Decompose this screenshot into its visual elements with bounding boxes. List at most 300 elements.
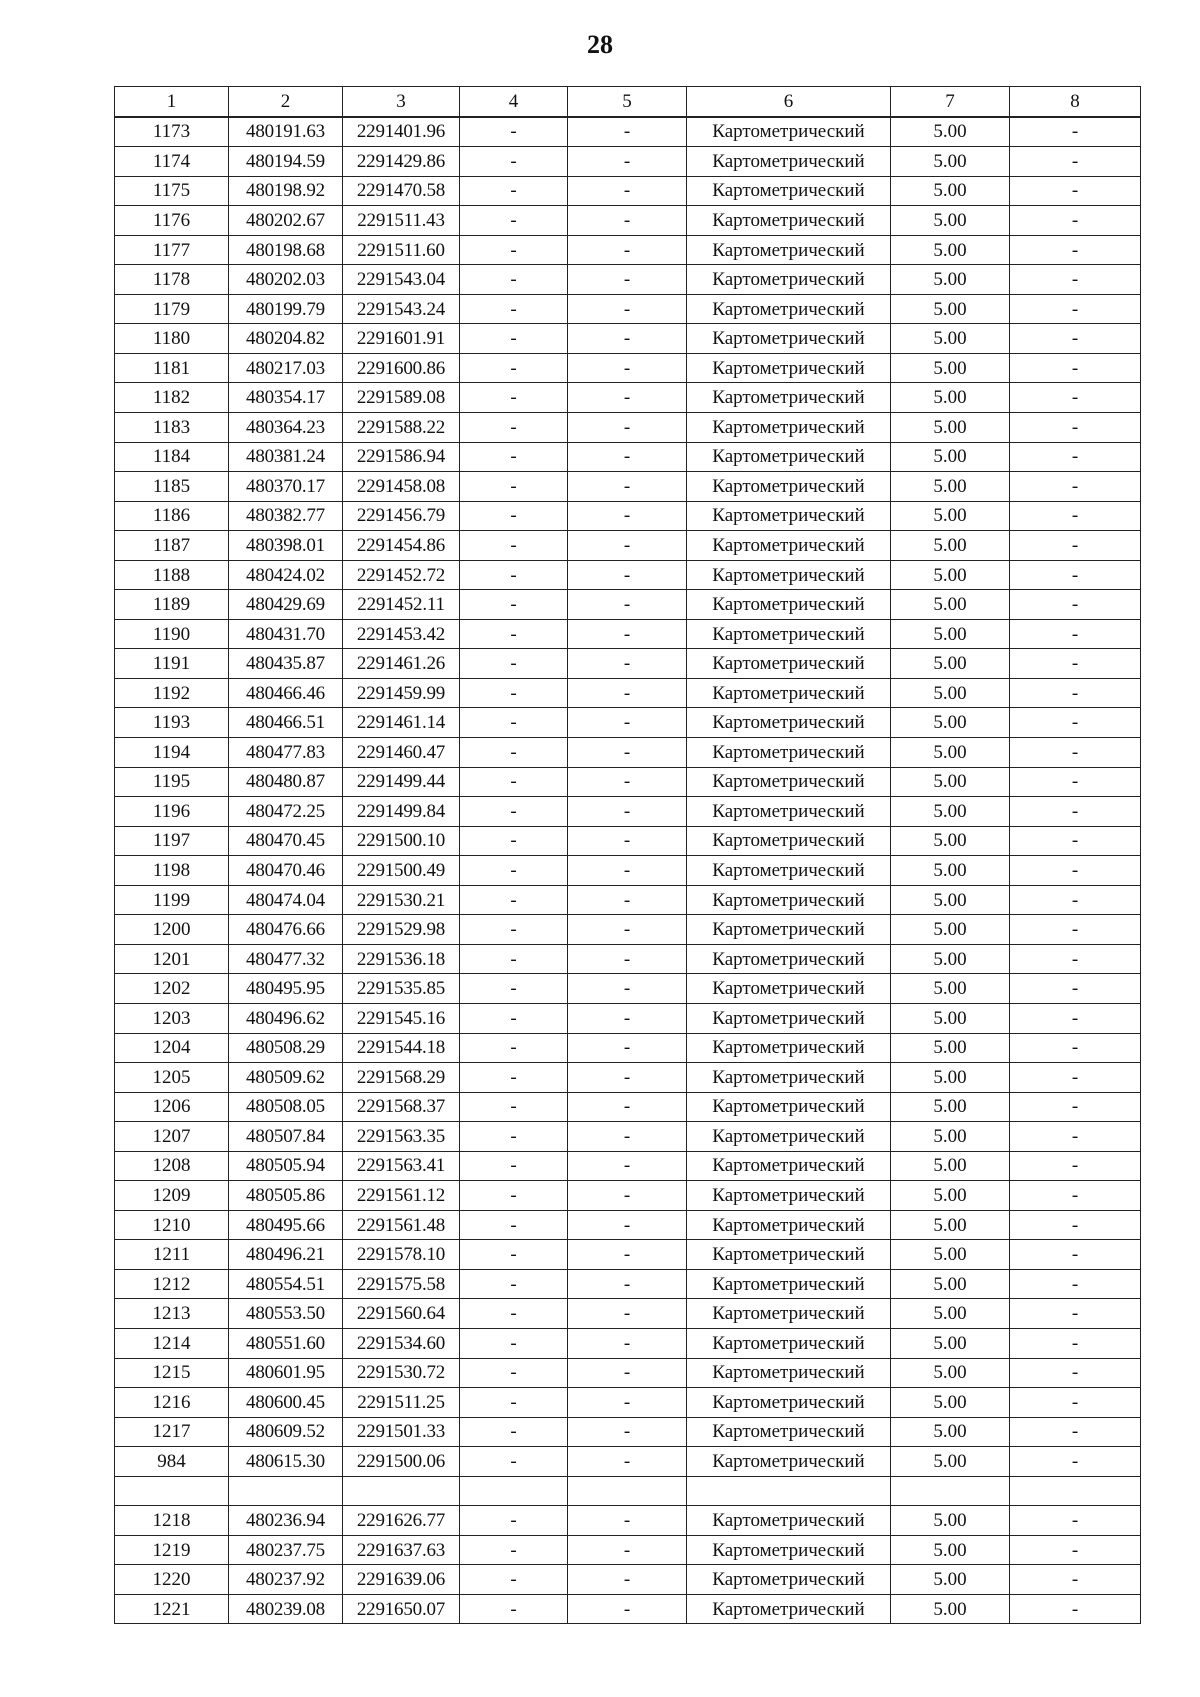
column-8-cell: - [1010,1535,1141,1565]
y-coordinate-cell: 2291626.77 [343,1506,460,1536]
column-4-cell: - [460,1033,568,1063]
y-coordinate-cell: 2291560.64 [343,1299,460,1329]
accuracy-cell: 5.00 [891,915,1010,945]
y-coordinate-cell: 2291501.33 [343,1417,460,1447]
x-coordinate-cell: 480398.01 [229,531,343,561]
point-number-cell: 1201 [115,944,229,974]
point-number-cell [115,1476,229,1506]
method-cell: Картометрический [687,708,891,738]
column-8-cell: - [1010,885,1141,915]
column-4-cell: - [460,856,568,886]
column-8-cell: - [1010,147,1141,177]
column-8-cell: - [1010,1003,1141,1033]
table-row [115,797,1141,827]
column-5-cell: - [568,590,687,620]
column-4-cell: - [460,678,568,708]
column-4-cell: - [460,353,568,383]
x-coordinate-cell: 480424.02 [229,560,343,590]
method-cell: Картометрический [687,1240,891,1270]
x-coordinate-cell: 480237.92 [229,1565,343,1595]
accuracy-cell: 5.00 [891,294,1010,324]
table-row [115,1151,1141,1181]
column-5-cell: - [568,265,687,295]
x-coordinate-cell: 480477.83 [229,738,343,768]
method-cell: Картометрический [687,1003,891,1033]
column-5-cell: - [568,1358,687,1388]
y-coordinate-cell: 2291544.18 [343,1033,460,1063]
column-8-cell: - [1010,353,1141,383]
accuracy-cell: 5.00 [891,531,1010,561]
y-coordinate-cell: 2291575.58 [343,1269,460,1299]
method-cell: Картометрический [687,1506,891,1536]
accuracy-cell: 5.00 [891,738,1010,768]
method-cell [687,1476,891,1506]
column-4-cell: - [460,738,568,768]
method-cell: Картометрический [687,826,891,856]
y-coordinate-cell: 2291452.11 [343,590,460,620]
point-number-cell: 1180 [115,324,229,354]
column-header: 1 [115,87,229,117]
column-4-cell: - [460,235,568,265]
accuracy-cell: 5.00 [891,1122,1010,1152]
y-coordinate-cell: 2291458.08 [343,472,460,502]
point-number-cell: 1196 [115,797,229,827]
method-cell: Картометрический [687,176,891,206]
x-coordinate-cell: 480364.23 [229,413,343,443]
method-cell: Картометрический [687,560,891,590]
y-coordinate-cell: 2291536.18 [343,944,460,974]
x-coordinate-cell: 480496.62 [229,1003,343,1033]
column-8-cell: - [1010,442,1141,472]
y-coordinate-cell: 2291511.60 [343,235,460,265]
method-cell: Картометрический [687,1565,891,1595]
table-row [115,826,1141,856]
column-5-cell: - [568,1063,687,1093]
accuracy-cell: 5.00 [891,413,1010,443]
column-8-cell: - [1010,117,1141,147]
method-cell: Картометрический [687,501,891,531]
column-header: 4 [460,87,568,117]
accuracy-cell: 5.00 [891,324,1010,354]
accuracy-cell: 5.00 [891,1535,1010,1565]
column-header: 5 [568,87,687,117]
accuracy-cell: 5.00 [891,590,1010,620]
accuracy-cell: 5.00 [891,1358,1010,1388]
accuracy-cell: 5.00 [891,1328,1010,1358]
x-coordinate-cell: 480509.62 [229,1063,343,1093]
y-coordinate-cell: 2291453.42 [343,619,460,649]
column-5-cell: - [568,1299,687,1329]
x-coordinate-cell: 480507.84 [229,1122,343,1152]
method-cell: Картометрический [687,265,891,295]
y-coordinate-cell: 2291637.63 [343,1535,460,1565]
x-coordinate-cell: 480194.59 [229,147,343,177]
column-8-cell: - [1010,826,1141,856]
column-4-cell: - [460,560,568,590]
column-5-cell: - [568,944,687,974]
accuracy-cell: 5.00 [891,442,1010,472]
column-5-cell: - [568,649,687,679]
column-5-cell: - [568,1122,687,1152]
column-8-cell: - [1010,413,1141,443]
column-4-cell: - [460,1092,568,1122]
column-4-cell: - [460,1122,568,1152]
y-coordinate-cell: 2291401.96 [343,117,460,147]
table-row [115,1092,1141,1122]
point-number-cell: 1209 [115,1181,229,1211]
accuracy-cell: 5.00 [891,944,1010,974]
accuracy-cell: 5.00 [891,1447,1010,1477]
table-row [115,531,1141,561]
table-row [115,1535,1141,1565]
point-number-cell: 1207 [115,1122,229,1152]
x-coordinate-cell: 480600.45 [229,1388,343,1418]
column-4-cell: - [460,1358,568,1388]
column-4-cell: - [460,324,568,354]
x-coordinate-cell: 480435.87 [229,649,343,679]
y-coordinate-cell: 2291568.29 [343,1063,460,1093]
accuracy-cell: 5.00 [891,797,1010,827]
x-coordinate-cell: 480495.95 [229,974,343,1004]
column-5-cell: - [568,678,687,708]
method-cell: Картометрический [687,619,891,649]
accuracy-cell: 5.00 [891,974,1010,1004]
column-4-cell: - [460,1506,568,1536]
column-8-cell: - [1010,1506,1141,1536]
column-8-cell: - [1010,324,1141,354]
point-number-cell: 1190 [115,619,229,649]
accuracy-cell: 5.00 [891,1092,1010,1122]
column-8-cell: - [1010,531,1141,561]
column-8-cell: - [1010,1269,1141,1299]
accuracy-cell: 5.00 [891,472,1010,502]
y-coordinate-cell: 2291456.79 [343,501,460,531]
column-8-cell: - [1010,678,1141,708]
column-4-cell: - [460,176,568,206]
column-8-cell: - [1010,738,1141,768]
y-coordinate-cell: 2291589.08 [343,383,460,413]
accuracy-cell: 5.00 [891,1151,1010,1181]
method-cell: Картометрический [687,738,891,768]
x-coordinate-cell: 480601.95 [229,1358,343,1388]
table-row [115,1033,1141,1063]
point-number-cell: 1175 [115,176,229,206]
column-8-cell: - [1010,856,1141,886]
table-row [115,1506,1141,1536]
point-number-cell: 1192 [115,678,229,708]
column-4-cell: - [460,944,568,974]
column-4-cell: - [460,1181,568,1211]
column-5-cell: - [568,885,687,915]
x-coordinate-cell: 480496.21 [229,1240,343,1270]
accuracy-cell: 5.00 [891,1594,1010,1624]
table-row [115,1299,1141,1329]
point-number-cell: 1182 [115,383,229,413]
table-row [115,1358,1141,1388]
column-8-cell: - [1010,649,1141,679]
column-4-cell: - [460,1447,568,1477]
table-row [115,147,1141,177]
column-8-cell: - [1010,1417,1141,1447]
point-number-cell: 1212 [115,1269,229,1299]
column-5-cell: - [568,1003,687,1033]
method-cell: Картометрический [687,678,891,708]
column-5-cell: - [568,413,687,443]
column-4-cell: - [460,649,568,679]
y-coordinate-cell: 2291561.48 [343,1210,460,1240]
column-5-cell: - [568,353,687,383]
table-row [115,590,1141,620]
table-row [115,1210,1141,1240]
column-8-cell: - [1010,235,1141,265]
x-coordinate-cell [229,1476,343,1506]
column-5-cell: - [568,856,687,886]
method-cell: Картометрический [687,1328,891,1358]
x-coordinate-cell: 480508.05 [229,1092,343,1122]
column-4-cell: - [460,1063,568,1093]
column-5-cell: - [568,1388,687,1418]
table-row [115,619,1141,649]
column-4-cell: - [460,1417,568,1447]
y-coordinate-cell: 2291639.06 [343,1565,460,1595]
column-5-cell: - [568,206,687,236]
table-row [115,1063,1141,1093]
accuracy-cell: 5.00 [891,1299,1010,1329]
x-coordinate-cell: 480472.25 [229,797,343,827]
column-8-cell: - [1010,1299,1141,1329]
column-4-cell: - [460,590,568,620]
method-cell: Картометрический [687,531,891,561]
point-number-cell: 1206 [115,1092,229,1122]
accuracy-cell: 5.00 [891,147,1010,177]
table-row [115,206,1141,236]
y-coordinate-cell: 2291563.35 [343,1122,460,1152]
column-8-cell: - [1010,1181,1141,1211]
column-header: 2 [229,87,343,117]
column-4-cell: - [460,974,568,1004]
x-coordinate-cell: 480431.70 [229,619,343,649]
accuracy-cell: 5.00 [891,678,1010,708]
column-8-cell: - [1010,1240,1141,1270]
x-coordinate-cell: 480354.17 [229,383,343,413]
column-8-cell: - [1010,1122,1141,1152]
accuracy-cell: 5.00 [891,649,1010,679]
x-coordinate-cell: 480236.94 [229,1506,343,1536]
column-4-cell: - [460,797,568,827]
point-number-cell: 1208 [115,1151,229,1181]
column-4-cell: - [460,501,568,531]
column-4-cell: - [460,1003,568,1033]
point-number-cell: 984 [115,1447,229,1477]
point-number-cell: 1197 [115,826,229,856]
accuracy-cell: 5.00 [891,1033,1010,1063]
x-coordinate-cell: 480382.77 [229,501,343,531]
accuracy-cell: 5.00 [891,1210,1010,1240]
method-cell: Картометрический [687,944,891,974]
column-4-cell: - [460,1151,568,1181]
table-row [115,944,1141,974]
x-coordinate-cell: 480466.51 [229,708,343,738]
column-4-cell: - [460,147,568,177]
method-cell: Картометрический [687,1594,891,1624]
point-number-cell: 1187 [115,531,229,561]
column-header: 6 [687,87,891,117]
x-coordinate-cell: 480429.69 [229,590,343,620]
column-8-cell: - [1010,1092,1141,1122]
column-8-cell: - [1010,265,1141,295]
x-coordinate-cell: 480470.45 [229,826,343,856]
column-8-cell: - [1010,767,1141,797]
table-body [115,117,1141,1624]
page-number: 28 [587,30,613,59]
method-cell: Картометрический [687,235,891,265]
column-4-cell: - [460,1565,568,1595]
accuracy-cell: 5.00 [891,1506,1010,1536]
point-number-cell: 1221 [115,1594,229,1624]
column-header: 8 [1010,87,1141,117]
table-row [115,1181,1141,1211]
column-5-cell: - [568,767,687,797]
table-row [115,1388,1141,1418]
y-coordinate-cell: 2291459.99 [343,678,460,708]
x-coordinate-cell: 480615.30 [229,1447,343,1477]
table-row [115,176,1141,206]
y-coordinate-cell: 2291588.22 [343,413,460,443]
point-number-cell: 1194 [115,738,229,768]
table-header-row [115,87,1141,117]
column-4-cell: - [460,531,568,561]
column-8-cell: - [1010,1063,1141,1093]
column-5-cell: - [568,1151,687,1181]
column-8-cell: - [1010,1210,1141,1240]
accuracy-cell: 5.00 [891,767,1010,797]
column-5-cell: - [568,147,687,177]
y-coordinate-cell: 2291529.98 [343,915,460,945]
method-cell: Картометрический [687,767,891,797]
column-8-cell: - [1010,944,1141,974]
column-8-cell: - [1010,590,1141,620]
y-coordinate-cell: 2291543.24 [343,294,460,324]
column-5-cell: - [568,1092,687,1122]
x-coordinate-cell: 480476.66 [229,915,343,945]
x-coordinate-cell: 480553.50 [229,1299,343,1329]
column-4-cell: - [460,294,568,324]
accuracy-cell: 5.00 [891,708,1010,738]
point-number-cell: 1213 [115,1299,229,1329]
method-cell: Картометрический [687,915,891,945]
point-number-cell: 1210 [115,1210,229,1240]
y-coordinate-cell: 2291461.26 [343,649,460,679]
y-coordinate-cell: 2291499.44 [343,767,460,797]
table-row [115,501,1141,531]
table-row [115,1240,1141,1270]
point-number-cell: 1198 [115,856,229,886]
table-row [115,1476,1141,1506]
accuracy-cell: 5.00 [891,856,1010,886]
method-cell: Картометрический [687,1181,891,1211]
table-row [115,1269,1141,1299]
column-8-cell: - [1010,974,1141,1004]
table-row [115,324,1141,354]
column-5-cell: - [568,974,687,1004]
y-coordinate-cell: 2291568.37 [343,1092,460,1122]
accuracy-cell: 5.00 [891,1565,1010,1595]
column-5-cell: - [568,235,687,265]
y-coordinate-cell: 2291650.07 [343,1594,460,1624]
point-number-cell: 1217 [115,1417,229,1447]
y-coordinate-cell: 2291511.43 [343,206,460,236]
column-8-cell: - [1010,176,1141,206]
table-row [115,974,1141,1004]
x-coordinate-cell: 480202.03 [229,265,343,295]
column-8-cell: - [1010,1447,1141,1477]
point-number-cell: 1204 [115,1033,229,1063]
column-4-cell: - [460,1328,568,1358]
table-row [115,1328,1141,1358]
method-cell: Картометрический [687,147,891,177]
accuracy-cell: 5.00 [891,1003,1010,1033]
x-coordinate-cell: 480505.94 [229,1151,343,1181]
method-cell: Картометрический [687,974,891,1004]
y-coordinate-cell [343,1476,460,1506]
table-row [115,235,1141,265]
point-number-cell: 1202 [115,974,229,1004]
method-cell: Картометрический [687,1151,891,1181]
column-8-cell: - [1010,1033,1141,1063]
column-4-cell: - [460,1594,568,1624]
column-8-cell: - [1010,501,1141,531]
point-number-cell: 1205 [115,1063,229,1093]
column-5-cell: - [568,1565,687,1595]
column-5-cell: - [568,1594,687,1624]
column-4-cell [460,1476,568,1506]
x-coordinate-cell: 480217.03 [229,353,343,383]
method-cell: Картометрический [687,1299,891,1329]
table-row [115,1594,1141,1624]
column-5-cell: - [568,1240,687,1270]
column-4-cell: - [460,708,568,738]
method-cell: Картометрический [687,590,891,620]
x-coordinate-cell: 480554.51 [229,1269,343,1299]
table-row [115,294,1141,324]
table-row [115,767,1141,797]
point-number-cell: 1189 [115,590,229,620]
point-number-cell: 1174 [115,147,229,177]
method-cell: Картометрический [687,413,891,443]
accuracy-cell: 5.00 [891,1181,1010,1211]
accuracy-cell: 5.00 [891,117,1010,147]
column-5-cell: - [568,442,687,472]
x-coordinate-cell: 480480.87 [229,767,343,797]
x-coordinate-cell: 480505.86 [229,1181,343,1211]
x-coordinate-cell: 480381.24 [229,442,343,472]
table-row [115,856,1141,886]
column-5-cell: - [568,619,687,649]
method-cell: Картометрический [687,1358,891,1388]
column-5-cell: - [568,1328,687,1358]
y-coordinate-cell: 2291500.10 [343,826,460,856]
point-number-cell: 1188 [115,560,229,590]
y-coordinate-cell: 2291511.25 [343,1388,460,1418]
column-4-cell: - [460,265,568,295]
point-number-cell: 1176 [115,206,229,236]
x-coordinate-cell: 480370.17 [229,472,343,502]
accuracy-cell: 5.00 [891,1269,1010,1299]
method-cell: Картометрический [687,1535,891,1565]
accuracy-cell: 5.00 [891,885,1010,915]
method-cell: Картометрический [687,797,891,827]
y-coordinate-cell: 2291578.10 [343,1240,460,1270]
